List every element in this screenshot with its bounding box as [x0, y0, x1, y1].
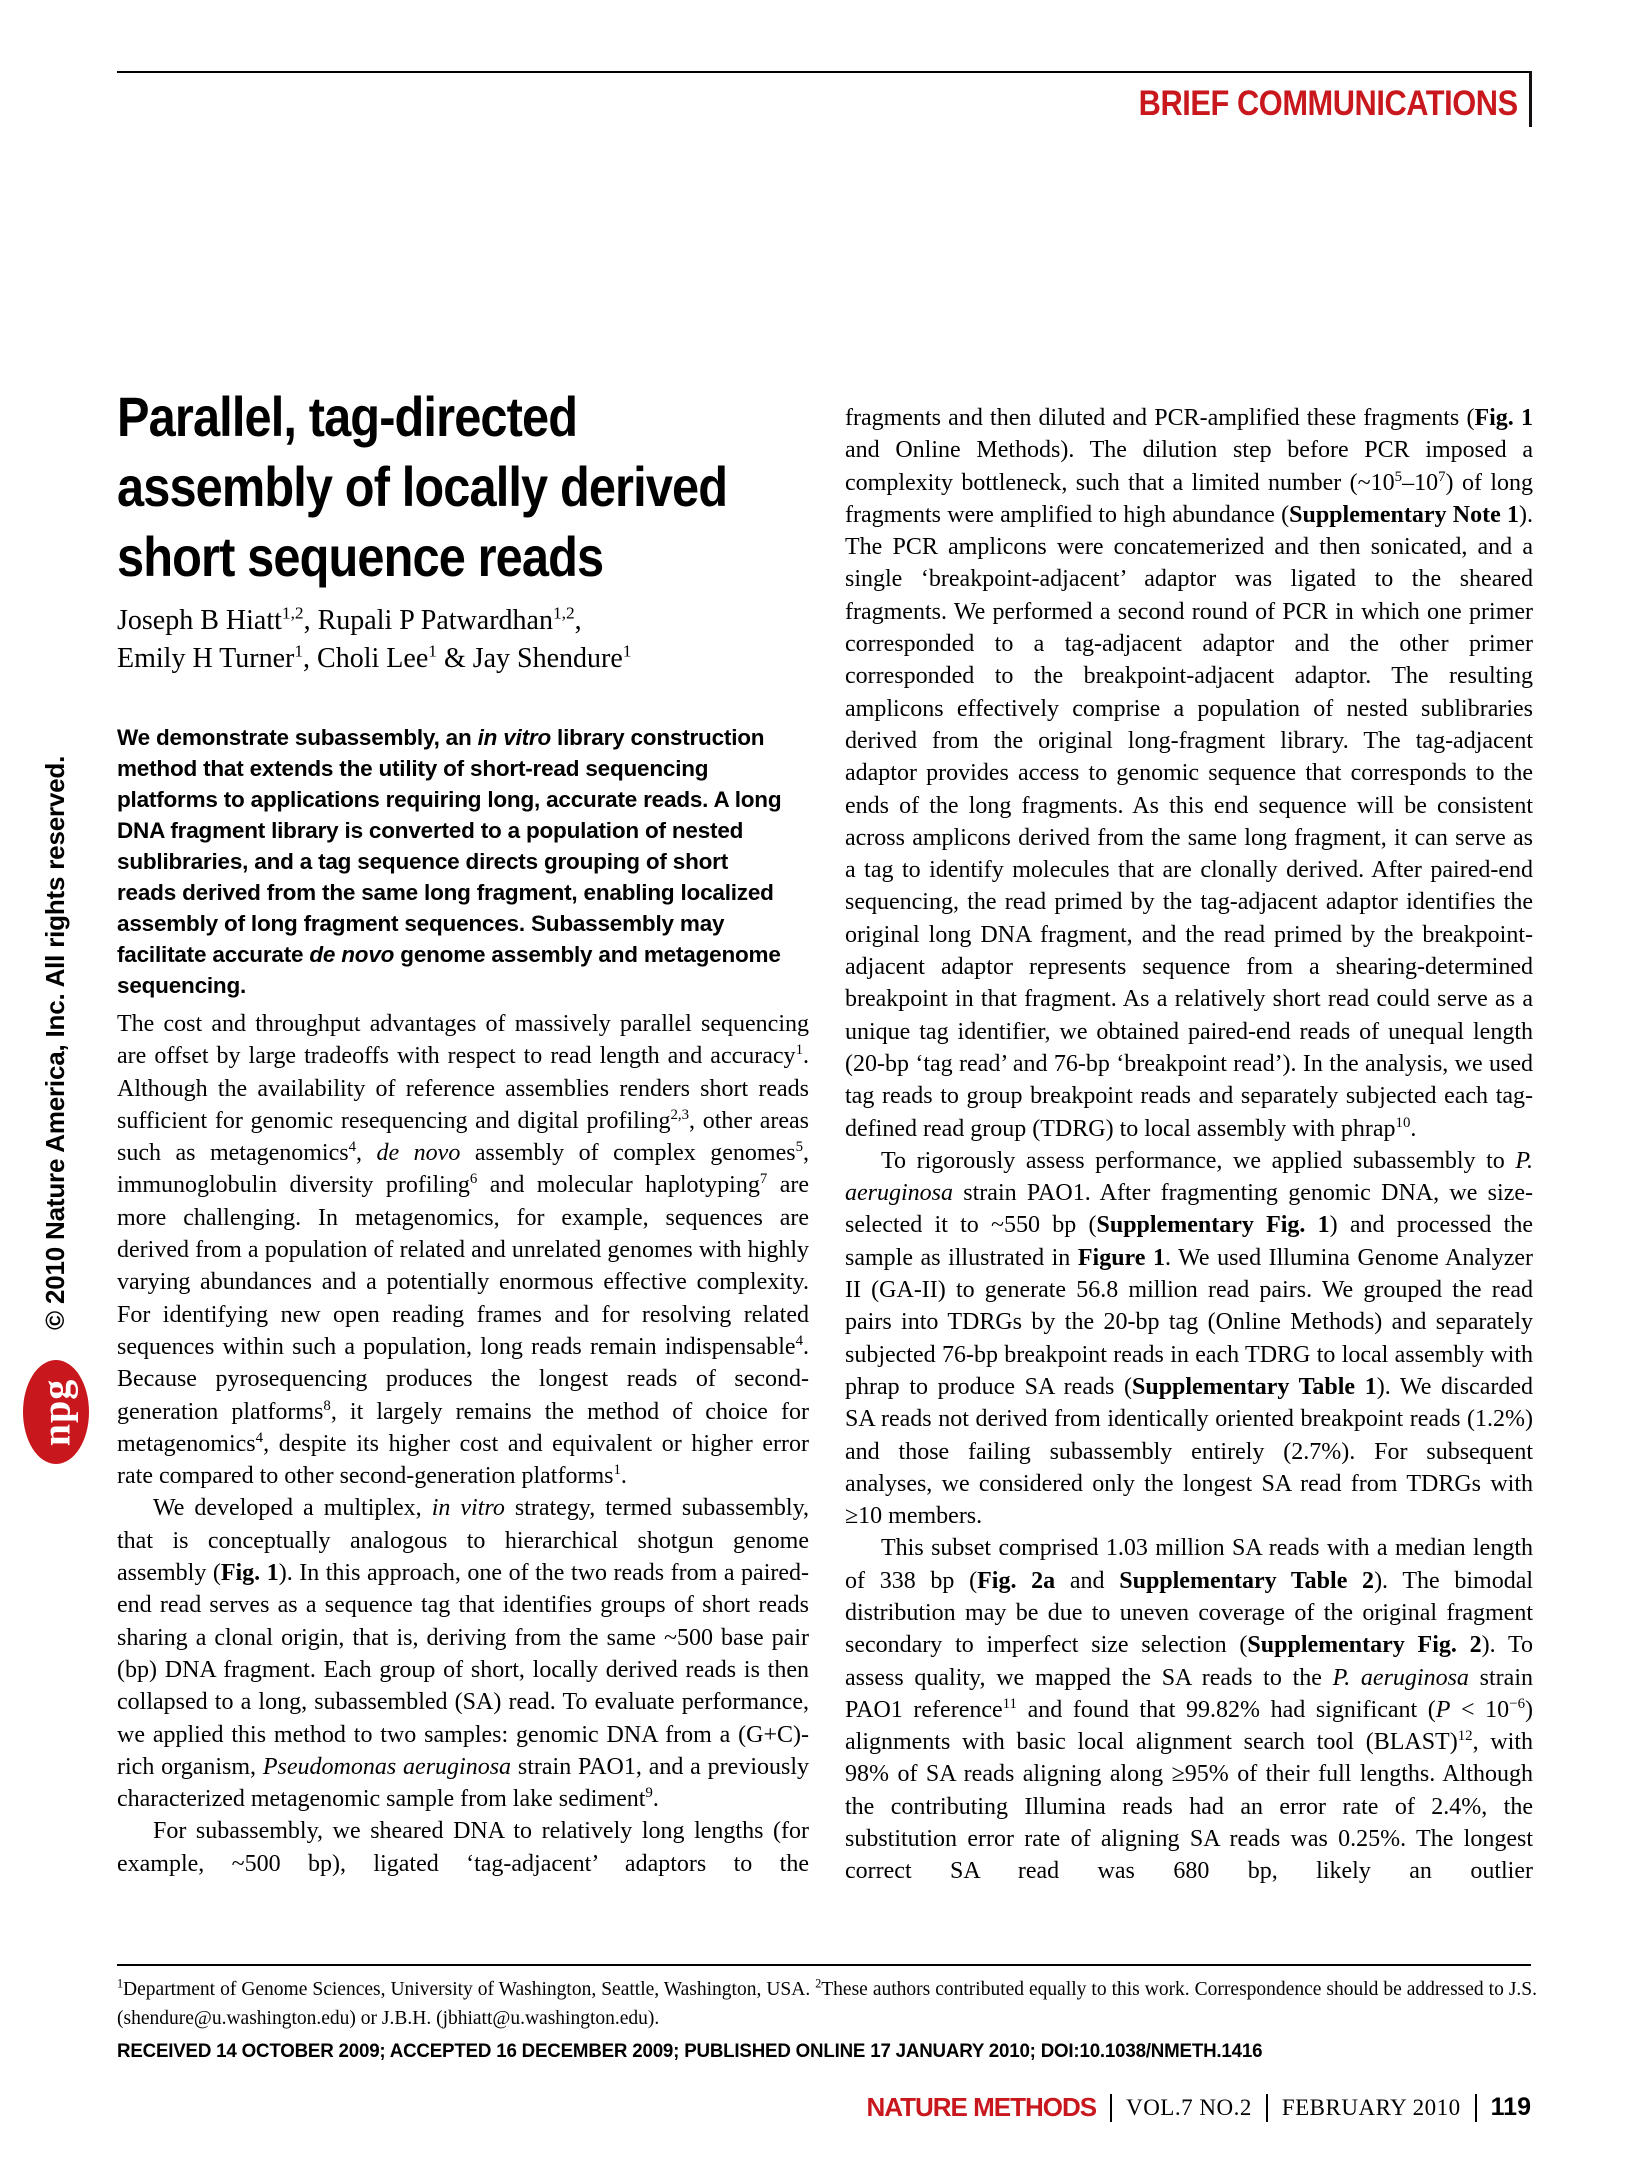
npg-logo	[23, 1360, 89, 1464]
author-list: Joseph B Hiatt$^{1,2}$, Rupali P Patwardhan$^{1,2}$, Emily H Turner$^1$, Choli Lee$^1$ & Jay Shendure$^1$	[117, 603, 632, 674]
footer-separator	[1266, 2094, 1268, 2122]
npg-logo-text: npg	[33, 1378, 79, 1446]
footer-separator	[1475, 2094, 1477, 2122]
paragraph: fragments and then diluted and PCR-amplified these fragments (Fig. 1 and Online Methods). The dilution step before PCR imposed a complexity bottleneck, such that a limited number $(\sim 10^5-10^7)$ of long fragments were amplified to high abundance (Supplementary Note 1). The PCR amplicons were concatemerized and then sonicated, and a single ‘breakpoint-adjacent’ adaptor was ligated to the sheared fragments. We performed a second round of PCR in which one primer corresponded to a tag-adjacent adaptor and the other primer corresponded to the breakpoint-adjacent adaptor. The resulting amplicons effectively comprise a population of nested sublibraries derived from the original long-fragment library. The tag-adjacent adaptor provides access to genomic sequence that corresponds to the ends of the long fragments. As this end sequence will be consistent across amplicons derived from the same long fragment, it can serve as a tag to identify molecules that are clonally derived. After paired-end sequencing, the read primed by the tag-adjacent adaptor identifies the original long DNA fragment, and the read primed by the breakpoint-adjacent adaptor represents sequence from a shearing-determined breakpoint in that fragment. As a relatively short read could serve as a unique tag identifier, we obtained paired-end reads of unequal length (20-bp ‘tag read’ and 76-bp ‘breakpoint read’). In the analysis, we used tag reads to group breakpoint reads and separately subjected each tag-defined read group (TDRG) to local assembly with phrap$^{10}$.	[845, 405, 1534, 1142]
issue-date: FEBRUARY 2010	[1281, 2094, 1461, 2120]
abstract: We demonstrate subassembly, an in vitro library construction method that extends the utility of short-read sequencing platforms to applications requiring long, accurate reads. A long DNA fragment library is converted to a population of nested sublibraries, and a tag sequence directs grouping of short reads derived from the same long fragment, enabling localized assembly of long fragment sequences. Subassembly may facilitate accurate de novo genome assembly and metagenome sequencing.	[117, 725, 782, 998]
footnote-rule	[117, 1964, 1531, 1966]
paragraph: This subset comprised 1.03 million SA reads with a median length of 338 bp (Fig. 2a and Supplementary Table 2). The bimodal distribution may be due to uneven coverage of the original fragment secondary to imperfect size selection (Supplementary Fig. 2). To assess quality, we mapped the SA reads to the P. aeruginosa strain PAO1 reference$^{11}$ and found that 99.82% had significant $(P < 10^{-6})$ alignments with basic local alignment search tool (BLAST)$^{12}$, with 98% of SA reads aligning along ≥95% of their full lengths. Although the contributing Illumina reads had an error rate of 2.4%, the substitution error rate of aligning SA reads was 0.25%. The longest correct SA read was 680 bp, likely an outlier	[845, 1535, 1534, 1885]
page-footer	[866, 2092, 1531, 2123]
section-label: BRIEF COMMUNICATIONS	[1138, 84, 1518, 123]
volume-issue: VOL.7 NO.2	[1126, 2094, 1252, 2120]
page-title: Parallel, tag-directed assembly of locally derived short sequence reads	[117, 385, 728, 588]
journal-name: NATURE METHODS	[866, 2092, 1097, 2122]
page-number: 119	[1490, 2093, 1531, 2121]
header-rule	[117, 71, 1531, 73]
footer-separator	[1110, 2094, 1112, 2122]
left-column	[117, 1008, 809, 1880]
copyright-sidebar: © 2010 Nature America, Inc. All rights reserved.	[40, 755, 70, 1330]
paragraph: To rigorously assess performance, we applied subassembly to P. aeruginosa strain PAO1. After fragmenting genomic DNA, we size-selected it to ~550 bp (Supplementary Fig. 1) and processed the sample as illustrated in Figure 1. We used Illumina Genome Analyzer II (GA-II) to generate 56.8 million read pairs. We grouped the read pairs into TDRGs by the 20-bp tag (Online Methods) and separately subjected 76-bp breakpoint reads in each TDRG to local assembly with phrap to produce SA reads (Supplementary Table 1). We discarded SA reads not derived from identically oriented breakpoint reads (1.2%) and those failing subassembly entirely (2.7%). For subsequent analyses, we considered only the longest SA read from TDRGs with ≥10 members.	[845, 1147, 1534, 1530]
paragraph: We developed a multiplex, in vitro strategy, termed subassembly, that is conceptually analogous to hierarchical shotgun genome assembly (Fig. 1). In this approach, one of the two reads from a paired-end read serves as a sequence tag that identifies groups of short reads sharing a clonal origin, that is, deriving from the same ~500 base pair (bp) DNA fragment. Each group of short, locally derived reads is then collapsed to a long, subassembled (SA) read. To evaluate performance, we applied this method to two samples: genomic DNA from a (G+C)-rich organism, Pseudomonas aeruginosa strain PAO1, and a previously characterized metagenomic sample from lake sediment$^9$.	[117, 1495, 810, 1813]
right-column	[845, 402, 1533, 1888]
paragraph: The cost and throughput advantages of massively parallel sequencing are offset by large tradeoffs with respect to read length and accuracy$^1$. Although the availability of reference assemblies renders short reads sufficient for genomic resequencing and digital profiling$^{2,3}$, other areas such as metagenomics$^4$, de novo assembly of complex genomes$^5$, immunoglobulin diversity profiling$^6$ and molecular haplotyping$^7$ are more challenging. In metagenomics, for example, sequences are derived from a population of related and unrelated genomes with highly varying abundances and a potentially enormous effective complexity. For identifying new open reading frames and for resolving related sequences within such a population, long reads remain indispensable$^4$. Because pyrosequencing produces the longest reads of second-generation platforms$^8$, it largely remains the method of choice for metagenomics$^4$, despite its higher cost and equivalent or higher error rate compared to other second-generation platforms$^1$.	[117, 1011, 810, 1490]
received-accepted-line: RECEIVED 14 OCTOBER 2009; ACCEPTED 16 DECEMBER 2009; PUBLISHED ONLINE 17 JANUARY 2010; DOI:10.1038/NMETH.1416	[117, 2040, 1263, 2062]
section-divider-bar	[1529, 71, 1532, 127]
affiliation-footnote: $^1$Department of Genome Sciences, University of Washington, Seattle, Washington, USA. $^2$These authors contributed equally to this work. Correspondence should be addressed to J.S. (shendure@u.washington.edu) or J.B.H. (jbhiatt@u.washington.edu).	[117, 1976, 1538, 2029]
paragraph: For subassembly, we sheared DNA to relatively long lengths (for example, ~500 bp), ligated ‘tag-adjacent’ adaptors to the	[117, 1818, 809, 1877]
